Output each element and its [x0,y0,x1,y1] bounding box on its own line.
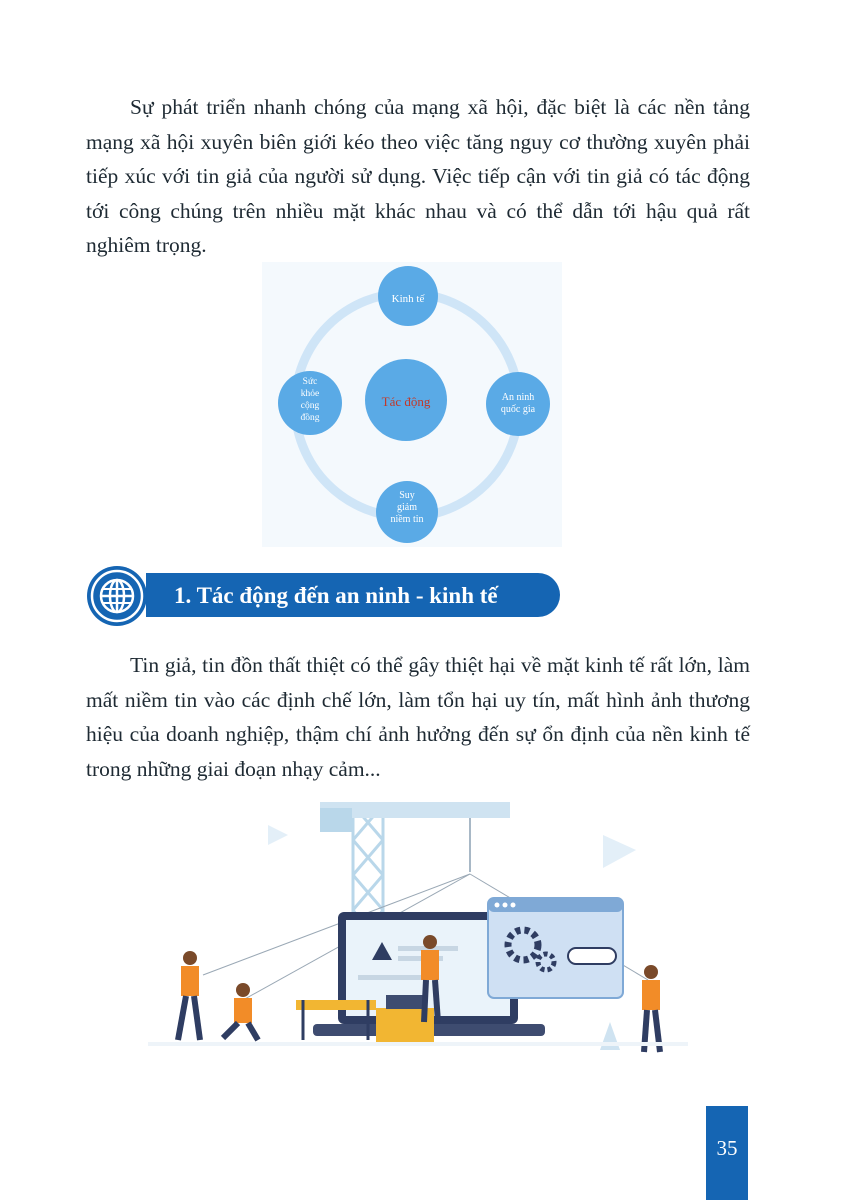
left-label-2: khỏe [300,389,320,399]
page-number-tab [706,1106,748,1200]
triangle-decor [603,835,636,868]
left-label-4: đồng [300,413,320,423]
left-label-3: cộng [300,401,320,411]
right-label-1: An ninh [501,392,535,403]
bottom-label-2: giảm [397,502,417,513]
intro-paragraph: Sự phát triển nhanh chóng của mạng xã hội, đặc biệt là các nền tảng mạng xã hội xuyên biên giới kéo theo việc tăng nguy cơ thường xuyên phải tiếp xúc với tin giả của người sử dụng. Việc tiếp cận với tin giả có tác động tới công chúng trên nhiều mặt khác nhau và có thể dẫn tới hậu quả rất nghiêm trọng. [86,95,750,257]
bottom-label-3: niềm tin [390,514,424,525]
ground-line [148,1042,688,1046]
worker-kneeling [223,983,258,1040]
triangle-decor [268,825,288,845]
worker-left [178,951,200,1040]
section-heading [86,565,566,623]
center-label: Tác động [381,394,431,409]
construction-illustration [148,790,688,1065]
bottom-label-1: Suy [399,490,415,501]
page-number: 35 [716,1136,738,1160]
globe-icon [86,565,148,627]
impact-diagram [262,262,562,547]
left-label-1: Sức [302,377,318,387]
right-label-2: quốc gia [500,404,536,415]
section-title: 1. Tác động đến an ninh - kinh tế [174,583,498,608]
top-label: Kinh tế [391,293,425,305]
crane-counterweight [320,808,352,832]
barrier [296,1000,376,1010]
toggle-bar [568,948,616,964]
body-paragraph: Tin giả, tin đồn thất thiệt có thể gây thiệt hại về mặt kinh tế rất lớn, làm mất niềm tin vào các định chế lớn, làm tổn hại uy tín, mất hình ảnh thương hiệu của doanh nghiệp, thậm chí ảnh hưởng đến sự ổn định của nền kinh tế trong những giai đoạn nhạy cảm... [86,653,750,781]
